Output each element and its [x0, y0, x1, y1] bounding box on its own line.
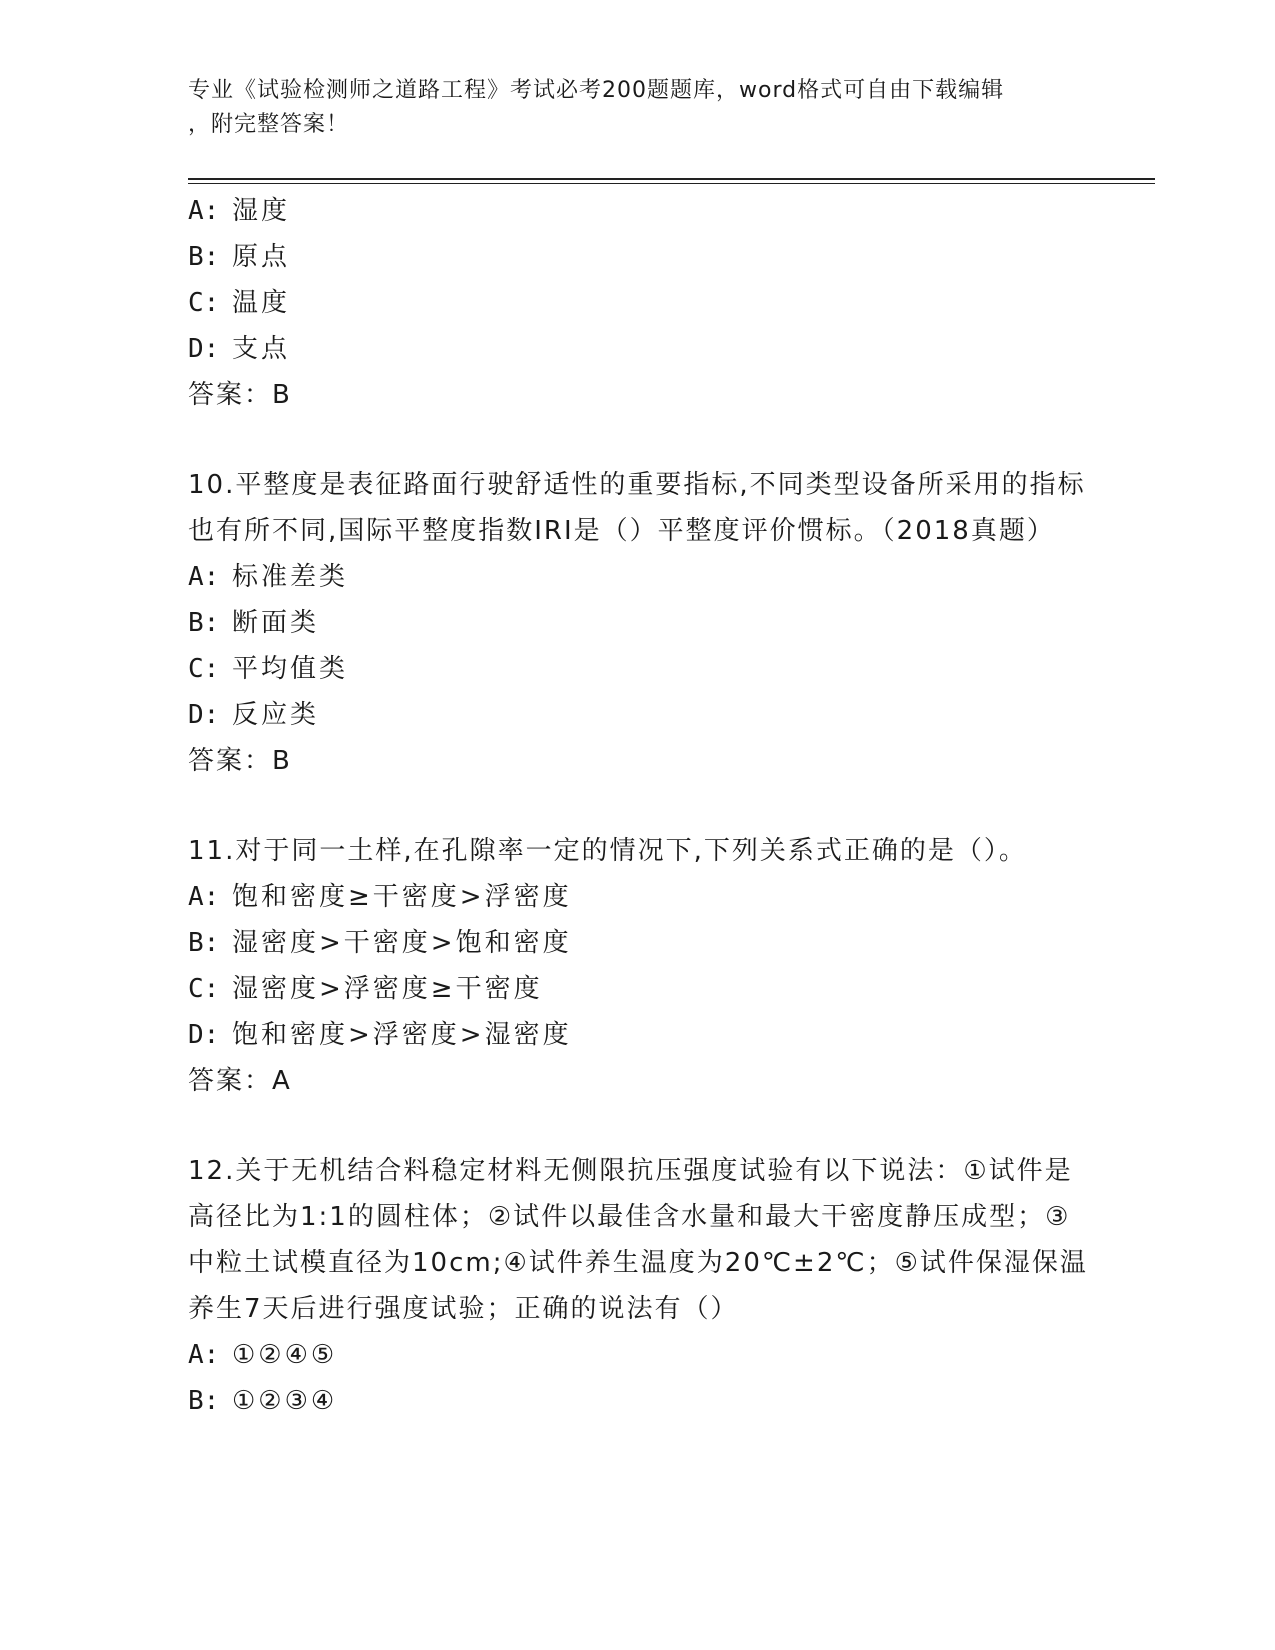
- option-text: 温度: [232, 288, 291, 318]
- question-stem: 12.关于无机结合料稳定材料无侧限抗压强度试验有以下说法：①试件是高径比为1:1的圆柱体；②试件以最佳含水量和最大干密度静压成型；③中粒土试模直径为10cm;④试件养生温度为20℃±2℃；⑤试件保湿保温养生7天后进行强度试验；正确的说法有（）: [188, 1156, 1088, 1324]
- option-text: 反应类: [232, 700, 320, 730]
- answer-line: 答案：B: [188, 746, 292, 776]
- question-stem: 10.平整度是表征路面行驶舒适性的重要指标,不同类型设备所采用的指标也有所不同,国际平整度指数IRI是（）平整度评价惯标。（2018真题）: [188, 470, 1086, 546]
- option-letter: D:: [188, 700, 220, 730]
- option-letter: A:: [188, 562, 220, 592]
- option-text: 湿密度>浮密度≥干密度: [232, 974, 543, 1004]
- option-letter: A:: [188, 1340, 220, 1370]
- option-text: 饱和密度≥干密度>浮密度: [232, 882, 572, 912]
- spacer: [188, 1104, 1088, 1148]
- option-text: ①②④⑤: [232, 1340, 338, 1370]
- question-9: [188, 188, 1088, 418]
- option-text: 湿度: [232, 196, 291, 226]
- option-a: [188, 874, 1088, 920]
- option-letter: A:: [188, 196, 220, 226]
- answer-line: 答案：B: [188, 380, 292, 410]
- header-rule-thin: [188, 183, 1155, 184]
- option-b: [188, 920, 1088, 966]
- option-letter: B:: [188, 242, 220, 272]
- option-letter: B:: [188, 1386, 220, 1416]
- option-text: 平均值类: [232, 654, 349, 684]
- spacer: [188, 784, 1088, 828]
- option-text: 标准差类: [232, 562, 349, 592]
- option-b: [188, 234, 1088, 280]
- option-letter: B:: [188, 608, 220, 638]
- option-b: [188, 600, 1088, 646]
- option-text: 湿密度>干密度>饱和密度: [232, 928, 572, 958]
- question-11: [188, 828, 1088, 1104]
- option-a: [188, 554, 1088, 600]
- option-a: [188, 1332, 1088, 1378]
- option-c: [188, 646, 1088, 692]
- option-c: [188, 280, 1088, 326]
- option-letter: C:: [188, 654, 220, 684]
- question-stem: 11.对于同一土样,在孔隙率一定的情况下,下列关系式正确的是（）。: [188, 836, 1027, 866]
- option-letter: C:: [188, 288, 220, 318]
- option-text: 断面类: [232, 608, 320, 638]
- spacer: [188, 418, 1088, 462]
- option-letter: D:: [188, 1020, 220, 1050]
- document-header: 专业《试验检测师之道路工程》考试必考200题题库，word格式可自由下载编辑 ，附完整答案！: [188, 78, 1005, 137]
- option-text: ①②③④: [232, 1386, 338, 1416]
- option-d: [188, 692, 1088, 738]
- answer-line: 答案：A: [188, 1066, 292, 1096]
- option-d: [188, 326, 1088, 372]
- option-text: 原点: [232, 242, 291, 272]
- question-list: [188, 188, 1088, 1424]
- question-12: [188, 1148, 1088, 1424]
- option-letter: B:: [188, 928, 220, 958]
- header-rule-thick: [188, 178, 1155, 180]
- option-a: [188, 188, 1088, 234]
- option-b: [188, 1378, 1088, 1424]
- option-d: [188, 1012, 1088, 1058]
- option-text: 饱和密度>浮密度>湿密度: [232, 1020, 572, 1050]
- question-10: [188, 462, 1088, 784]
- option-c: [188, 966, 1088, 1012]
- option-letter: C:: [188, 974, 220, 1004]
- option-letter: A:: [188, 882, 220, 912]
- option-text: 支点: [232, 334, 291, 364]
- option-letter: D:: [188, 334, 220, 364]
